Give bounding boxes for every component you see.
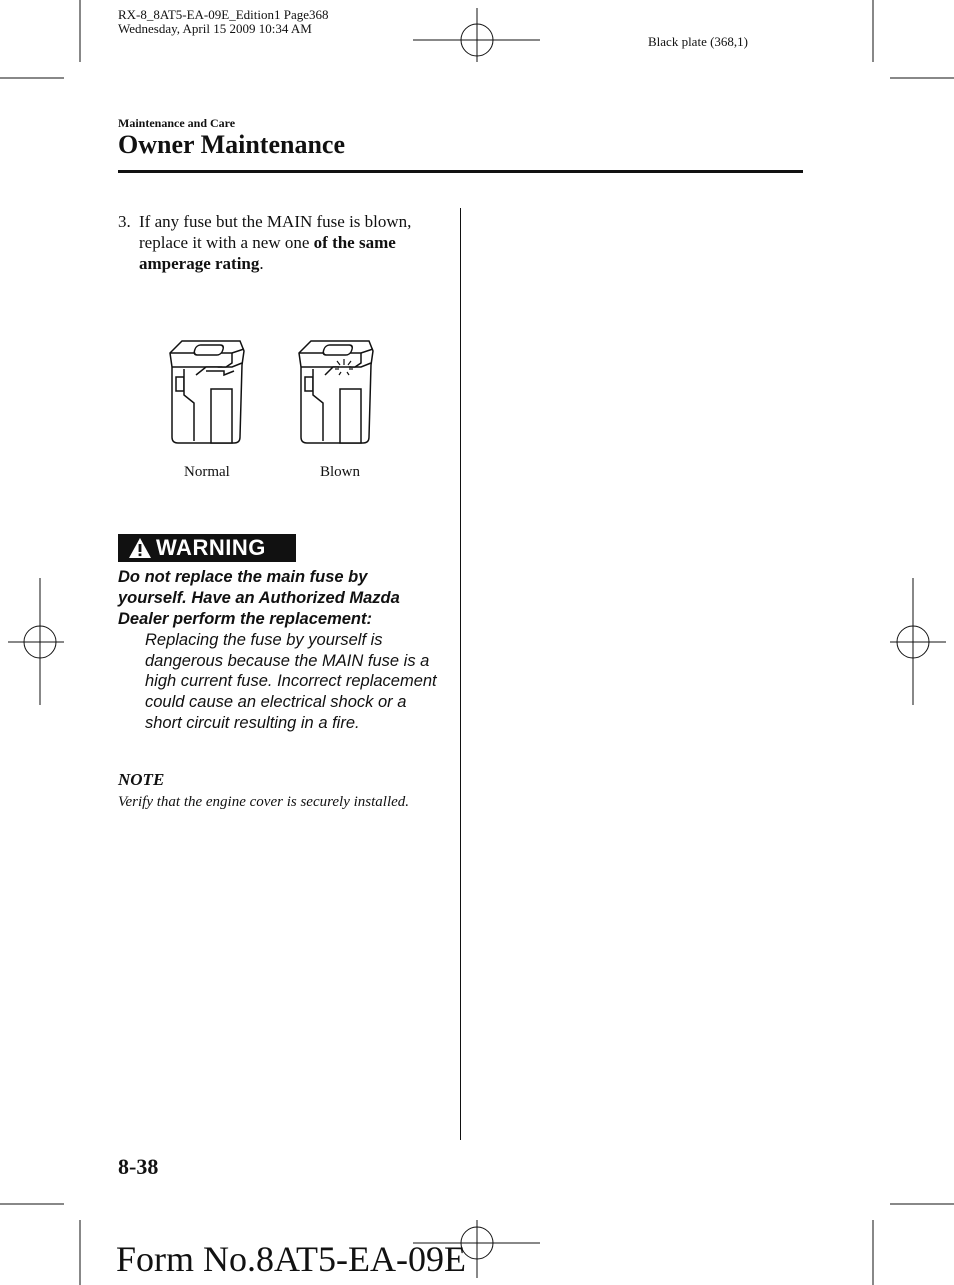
section-label: Maintenance and Care [118, 116, 236, 130]
step-text-a: If any fuse but the MAIN fuse is blown, replace it with a new one [139, 212, 412, 252]
print-header [118, 8, 329, 36]
step-text-bold: of the same amperage rating [139, 233, 396, 273]
warning-triangle-icon [128, 537, 152, 559]
step-number: 3. [118, 212, 131, 231]
note-text: Verify that the engine cover is securely installed. [118, 794, 410, 810]
warning-body: Replacing the fuse by yourself is dangerous because the MAIN fuse is a high current fuse. Incorrect replacement could cause an electrical shock or a short circuit resulting in a fire. [145, 631, 437, 732]
warning-badge [118, 534, 296, 562]
warning-title: WARNING [156, 535, 266, 560]
note-heading: NOTE [118, 770, 165, 789]
print-file-line: RX-8_8AT5-EA-09E_Edition1 Page368 [118, 7, 329, 22]
page-number: 8-38 [118, 1154, 159, 1179]
normal-label: Normal [184, 464, 230, 480]
step-text-end: . [259, 254, 264, 273]
print-date-line: Wednesday, April 15 2009 10:34 AM [118, 21, 312, 36]
title-rule [118, 170, 803, 173]
column-divider [460, 208, 461, 1140]
normal-fuse-icon [166, 337, 248, 449]
step-text [139, 211, 448, 274]
blown-fuse-icon [295, 337, 377, 449]
page-title: Owner Maintenance [118, 130, 345, 159]
warning-lead: Do not replace the main fuse by yourself. Have an Authorized Mazda Dealer perform the replacement: [118, 568, 400, 628]
plate-label: Black plate (368,1) [648, 34, 748, 49]
blown-label: Blown [320, 464, 361, 480]
step-3 [118, 211, 448, 274]
form-number: Form No.8AT5-EA-09E [116, 1239, 466, 1279]
